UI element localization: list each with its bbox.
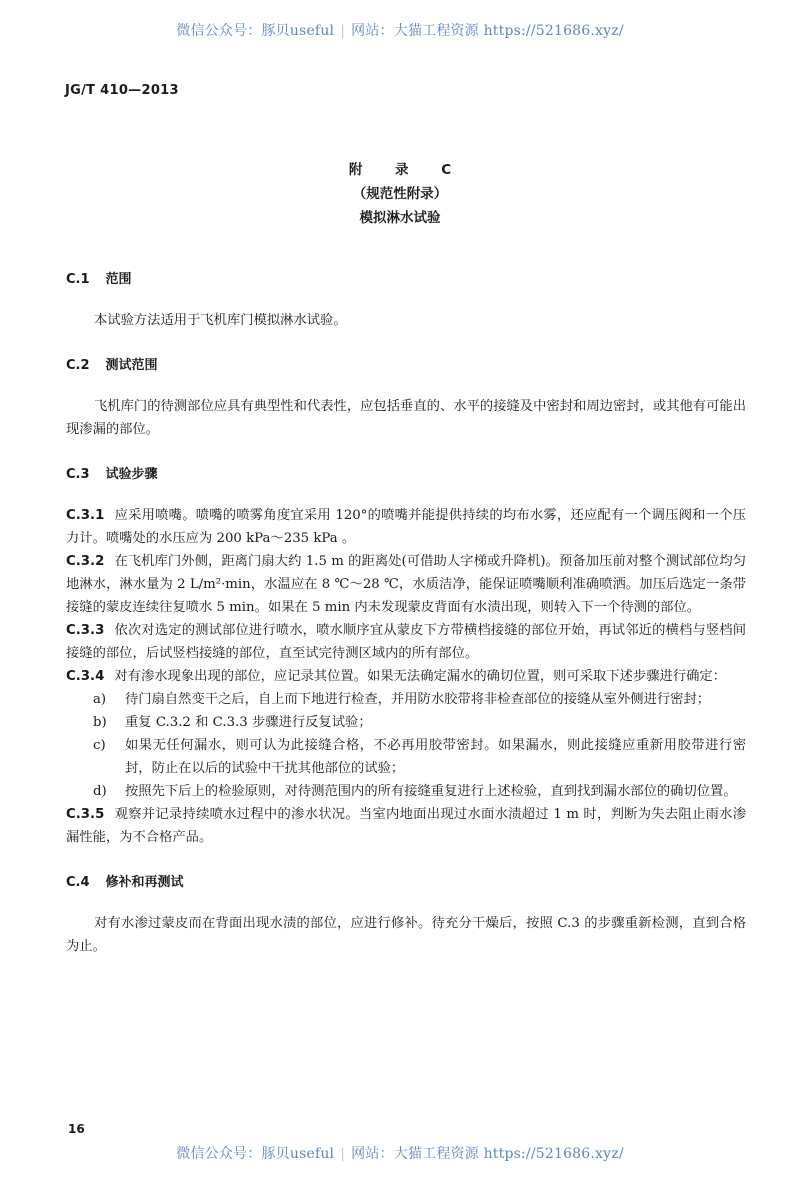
list-item-b xyxy=(66,711,746,734)
list-text: 按照先下后上的检验原则，对待测范围内的所有接缝重复进行上述检验，直到找到漏水部位的确切位置。 xyxy=(125,784,737,799)
list-text: 如果无任何漏水，则可认为此接缝合格，不必再用胶带密封。如果漏水，则此接缝应重新用胶带进行密封，防止在以后的试验中干扰其他部位的试验； xyxy=(125,738,746,776)
clause-c3-4 xyxy=(66,665,746,688)
list-marker: d) xyxy=(93,784,107,799)
list-marker: a) xyxy=(93,692,107,707)
list-text: 重复 C.3.2 和 C.3.3 步骤进行反复试验； xyxy=(125,715,372,730)
section-title: 修补和再测试 xyxy=(105,875,184,890)
clause-text: 对有渗水现象出现的部位，应记录其位置。如果无法确定漏水的确切位置，则可采取下述步骤进行确定： xyxy=(114,669,727,684)
list-text: 待门扇自然变干之后，自上而下地进行检查，并用防水胶带将非检查部位的接缝从室外侧进行密封； xyxy=(125,692,711,707)
watermark-separator: | xyxy=(340,23,346,39)
section-title: 测试范围 xyxy=(105,358,158,373)
clause-c3-3 xyxy=(66,619,746,665)
clause-text: 应采用喷嘴。喷嘴的喷雾角度宜采用 120°的喷嘴并能提供持续的均布水雾，还应配有一个调压阀和一个压力计。喷嘴处的水压应为 200 kPa～235 kPa 。 xyxy=(66,508,746,546)
clause-number: C.3.2 xyxy=(66,554,105,569)
section-heading-c4 xyxy=(66,871,746,894)
clause-number: C.3.4 xyxy=(66,669,105,684)
watermark-site-text: 网站：大猫工程资源 https://521686.xyz/ xyxy=(351,23,624,39)
clause-c3-2 xyxy=(66,550,746,619)
appendix-label: 附 录 C xyxy=(348,162,466,178)
clause-text: 在飞机库门外侧，距离门扇大约 1.5 m 的距离处(可借助人字梯或升降机)。预备加压前对整个测试部位均匀地淋水，淋水量为 2 L/m²·min，水温应在 8 ℃～28 ℃，水质洁净，能保证喷嘴顺利准确喷洒。加压后选定一条带接缝的蒙皮连续往复喷水 5 min。如果在 5 min 内未发现蒙皮背面有水渍出现，则转入下一个待测的部位。 xyxy=(66,554,746,615)
section-number: C.3 xyxy=(66,467,90,482)
clause-text: 观察并记录持续喷水过程中的渗水状况。当室内地面出现过水面水渍超过 1 m 时，判断为失去阻止雨水渗漏性能，为不合格产品。 xyxy=(66,807,746,845)
section-heading-c1 xyxy=(66,268,746,291)
appendix-title-block xyxy=(0,158,800,230)
appendix-type: （规范性附录） xyxy=(352,186,448,202)
section-number: C.2 xyxy=(66,358,90,373)
clause-number: C.3.1 xyxy=(66,508,105,523)
watermark-bottom xyxy=(0,1143,800,1163)
section-c4-body: 对有水渗过蒙皮而在背面出现水渍的部位，应进行修补。待充分干燥后，按照 C.3 的步骤重新检测，直到合格为止。 xyxy=(66,916,746,954)
section-c1-body: 本试验方法适用于飞机库门模拟淋水试验。 xyxy=(94,313,347,328)
watermark-separator: | xyxy=(340,1146,346,1162)
watermark-site-text: 网站：大猫工程资源 https://521686.xyz/ xyxy=(351,1146,624,1162)
list-item-c xyxy=(66,734,746,780)
section-title: 范围 xyxy=(105,272,132,287)
section-number: C.1 xyxy=(66,272,90,287)
section-c2-body: 飞机库门的待测部位应具有典型性和代表性，应包括垂直的、水平的接缝及中密封和周边密封，或其他有可能出现渗漏的部位。 xyxy=(66,399,746,437)
section-heading-c2 xyxy=(66,354,746,377)
watermark-top xyxy=(0,20,800,40)
page-number: 16 xyxy=(68,1122,85,1136)
section-number: C.4 xyxy=(66,875,90,890)
section-heading-c3 xyxy=(66,463,746,486)
list-marker: b) xyxy=(93,715,107,730)
watermark-wechat-text: 微信公众号：豚贝useful xyxy=(176,23,335,39)
clause-c3-5 xyxy=(66,803,746,849)
clause-number: C.3.5 xyxy=(66,807,105,822)
section-title: 试验步骤 xyxy=(105,467,158,482)
document-body xyxy=(66,268,746,958)
standard-code: JG/T 410—2013 xyxy=(65,83,179,98)
clause-number: C.3.3 xyxy=(66,623,105,638)
appendix-name: 模拟淋水试验 xyxy=(359,210,441,226)
list-item-d xyxy=(66,780,746,803)
list-item-a xyxy=(66,688,746,711)
watermark-wechat-text: 微信公众号：豚贝useful xyxy=(176,1146,335,1162)
list-marker: c) xyxy=(93,738,106,753)
clause-c3-1 xyxy=(66,504,746,550)
clause-text: 依次对选定的测试部位进行喷水，喷水顺序宜从蒙皮下方带横档接缝的部位开始，再试邻近的横档与竖档间接缝的部位，后试竖档接缝的部位，直至试完待测区域内的所有部位。 xyxy=(66,623,746,661)
